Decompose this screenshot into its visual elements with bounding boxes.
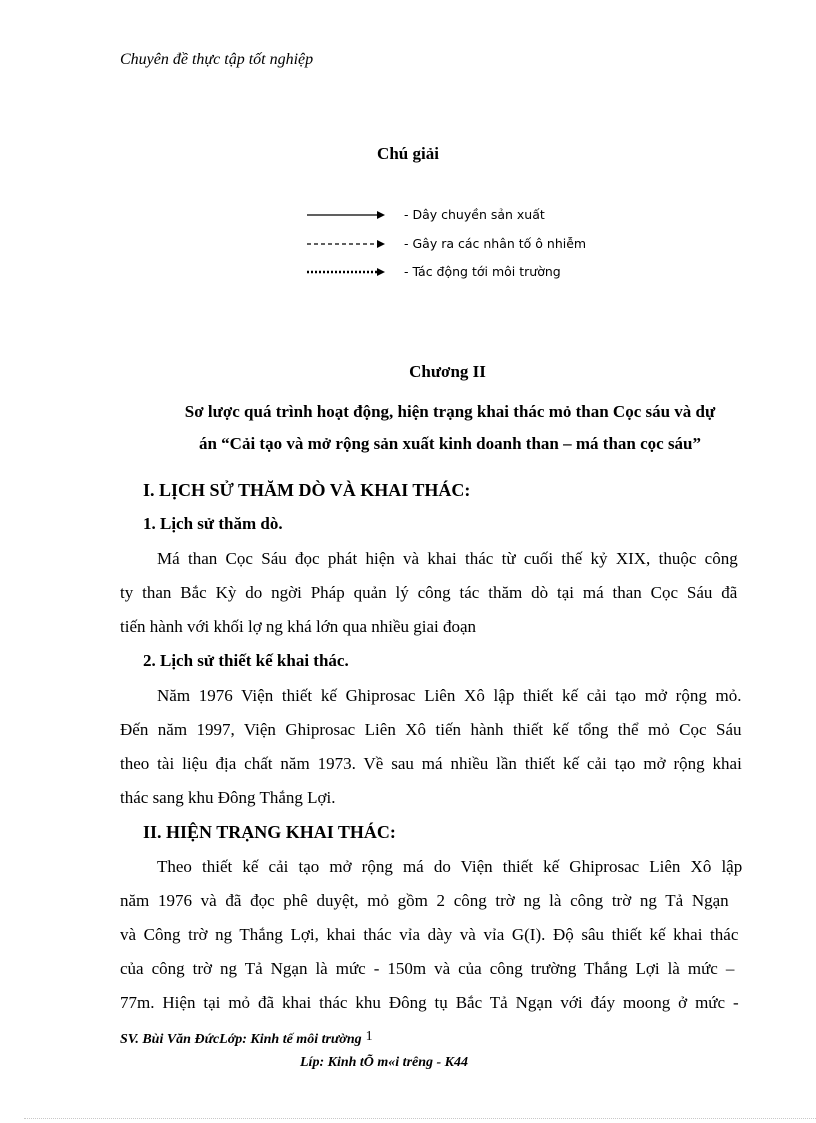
legend-item-solid xyxy=(305,207,625,236)
section-heading: II. HIỆN TRẠNG KHAI THÁC: xyxy=(143,822,396,842)
paragraph-line: năm 1976 và đã đọc phê duyệt, mỏ gồm 2 công trờ ng là công trờ ng Tả Ngạn xyxy=(120,891,729,910)
legend xyxy=(305,207,625,293)
chapter-subtitle xyxy=(140,396,760,460)
page-divider xyxy=(24,1118,816,1119)
footer-student-text: SV. Bùi Văn ĐứcLớp: Kinh tế môi trường xyxy=(120,1032,362,1047)
legend-label: - Gây ra các nhân tố ô nhiễm xyxy=(404,235,587,251)
chapter-subtitle-line: án “Cải tạo và mở rộng sản xuất kinh doanh than – má than cọc sáu” xyxy=(198,434,702,453)
legend-label: - Tác động tới môi trường xyxy=(404,264,561,279)
page-header: Chuyên đề thực tập tốt nghiệp xyxy=(120,51,314,68)
paragraph-line: Đến năm 1997, Viện Ghiprosac Liên Xô tiến hành thiết kế tổng thể mỏ Cọc Sáu xyxy=(120,720,742,739)
paragraph-line: Theo thiết kế cải tạo mở rộng má do Viện thiết kế Ghiprosac Liên Xô lập xyxy=(157,857,743,876)
legend-label: - Dây chuyền sản xuất xyxy=(404,207,545,222)
paragraph-line: 77m. Hiện tại mỏ đã khai thác khu Đông tụ Bắc Tả Ngạn với đáy moong ở mức - xyxy=(120,993,739,1012)
paragraph-line: và Công trờ ng Thắng Lợi, khai thác vỉa dày và vỉa G(I). Độ sâu thiết kế khai thác xyxy=(120,925,739,944)
footer-class: Líp: Kinh tÕ m«i trêng - K44 xyxy=(300,1055,469,1070)
paragraph-line: thác sang khu Đông Thắng Lợi. xyxy=(120,788,336,807)
paragraph-line: ty than Bắc Kỳ do ngời Pháp quản lý công tác thăm dò tại má than Cọc Sáu đã xyxy=(120,583,738,602)
chapter-title: Chương II xyxy=(409,362,486,381)
page-number: 1 xyxy=(365,1029,373,1044)
legend-item-dotted xyxy=(305,264,625,293)
paragraph-line: của công trờ ng Tả Ngạn là mức - 150m và của công trường Thắng Lợi là mức – xyxy=(120,959,735,978)
paragraph-line: tiến hành với khối lợ ng khá lớn qua nhiều giai đoạn xyxy=(120,617,477,636)
solid-arrow-icon xyxy=(305,209,387,221)
section-heading: I. LỊCH SỬ THĂM DÒ VÀ KHAI THÁC: xyxy=(143,480,471,500)
dashed-arrow-icon xyxy=(305,238,387,250)
subsection-heading: 2. Lịch sử thiết kế khai thác. xyxy=(143,651,349,670)
paragraph-line: theo tài liệu địa chất năm 1973. Về sau má nhiều lần thiết kế cải tạo mở rộng khai xyxy=(120,754,742,773)
legend-item-dashed xyxy=(305,236,625,265)
footer-student xyxy=(120,1029,373,1048)
legend-title: Chú giải xyxy=(377,144,439,163)
dotted-arrow-icon xyxy=(305,266,387,278)
chapter-subtitle-line: Sơ lược quá trình hoạt động, hiện trạng khai thác mỏ than Cọc sáu và dự xyxy=(184,402,716,421)
paragraph-line: Má than Cọc Sáu đọc phát hiện và khai thác từ cuối thế kỷ XIX, thuộc công xyxy=(157,549,738,568)
paragraph-line: Năm 1976 Viện thiết kế Ghiprosac Liên Xô lập thiết kế cải tạo mở rộng mỏ. xyxy=(157,686,742,705)
subsection-heading: 1. Lịch sử thăm dò. xyxy=(143,514,283,533)
